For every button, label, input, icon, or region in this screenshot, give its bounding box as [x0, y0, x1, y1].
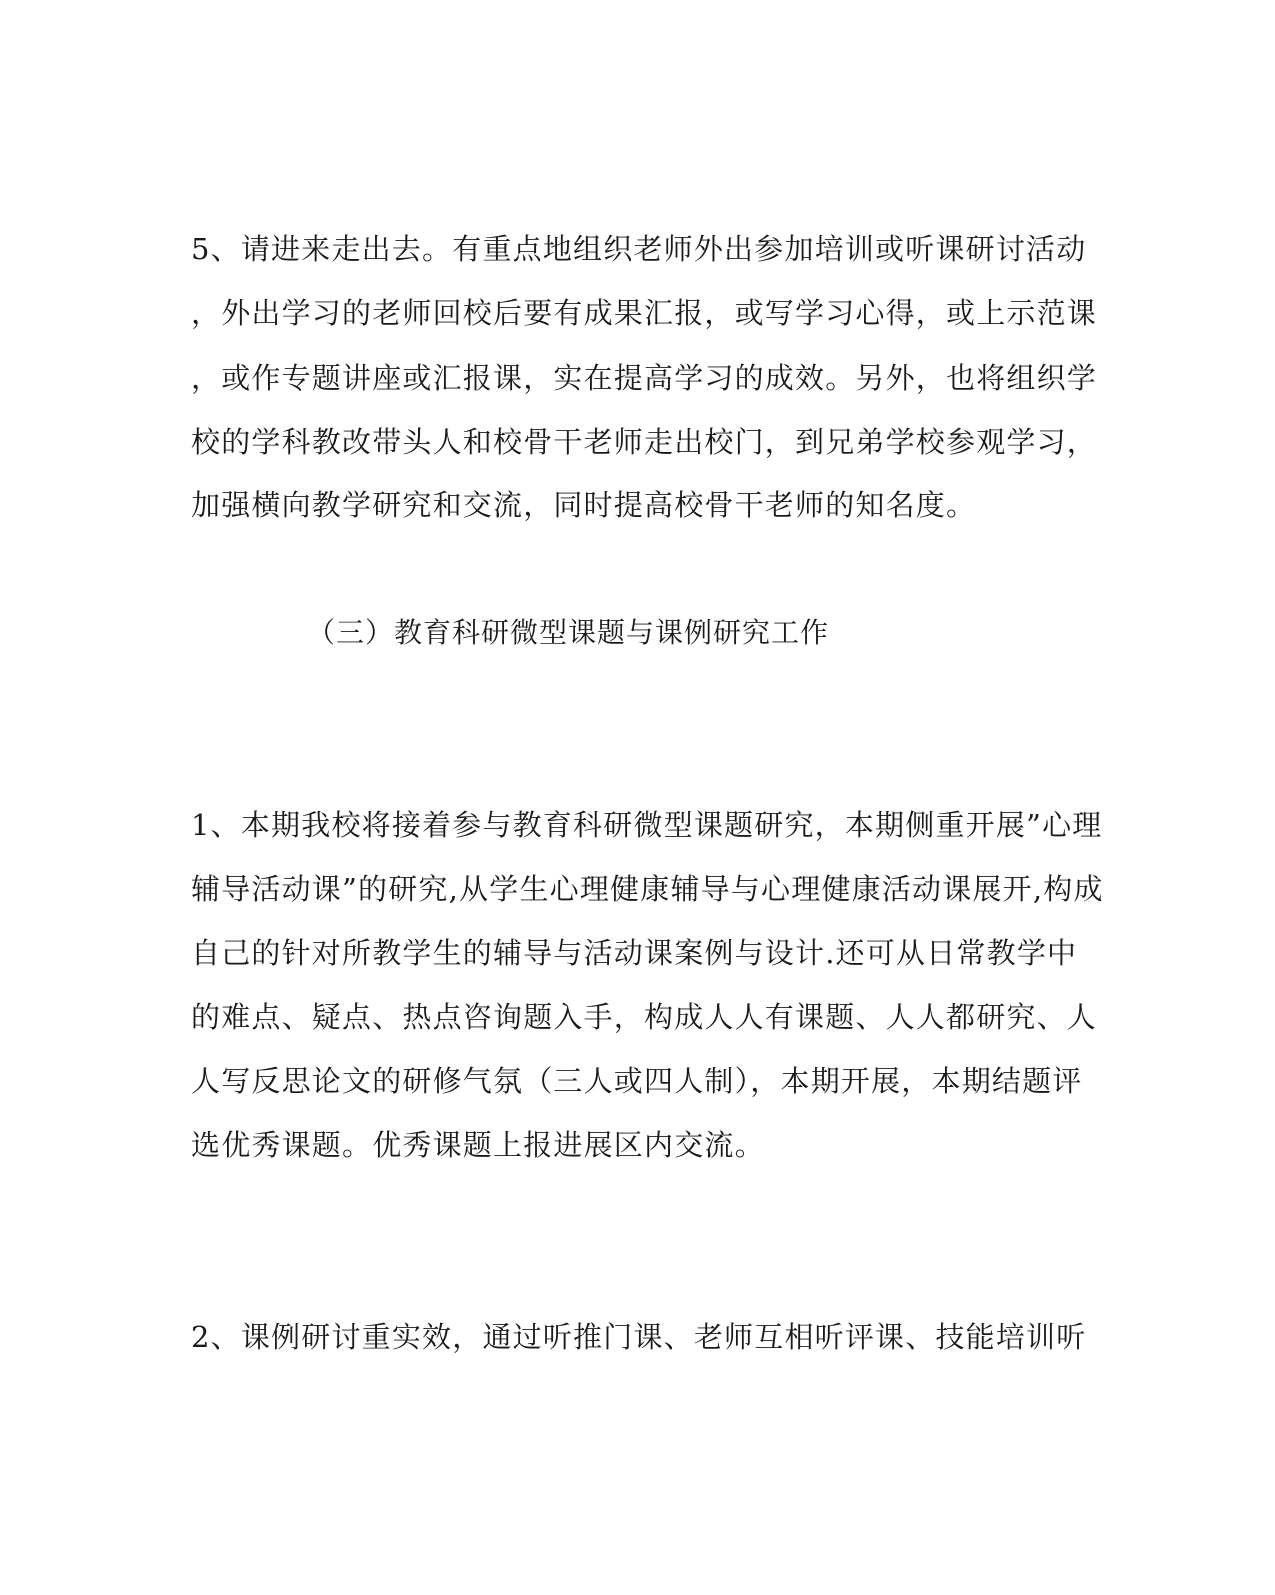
paragraph-line: ，外出学习的老师回校后要有成果汇报，或写学习心得，或上示范课	[191, 296, 1098, 330]
paragraph-line: 辅导活动课”的研究,从学生心理健康辅导与心理健康活动课展开,构成	[191, 872, 1104, 906]
paragraph-line: 自己的针对所教学生的辅导与活动课案例与设计.还可从日常教学中	[191, 936, 1078, 970]
paragraph-line: 加强横向教学研究和交流，同时提高校骨干老师的知名度。	[191, 488, 977, 522]
paragraph-line: ，或作专题讲座或汇报课，实在提高学习的成效。另外，也将组织学	[191, 361, 1098, 395]
paragraph-line: 2、课例研讨重实效，通过听推门课、老师互相听评课、技能培训听	[191, 1320, 1087, 1354]
paragraph-line: 校的学科教改带头人和校骨干老师走出校门，到兄弟学校参观学习，	[191, 425, 1098, 459]
paragraph-line: 1、本期我校将接着参与教育科研微型课题研究，本期侧重开展”心理	[191, 808, 1103, 842]
paragraph-line: 人写反思论文的研修气氛（三人或四人制），本期开展，本期结题评	[191, 1064, 1083, 1098]
paragraph-line: 的难点、疑点、热点咨询题入手，构成人人有课题、人人都研究、人	[191, 1000, 1098, 1034]
paragraph-line: 5、请进来走出去。有重点地组织老师外出参加培训或听课研讨活动	[191, 232, 1087, 266]
paragraph-line: 选优秀课题。优秀课题上报进展区内交流。	[191, 1128, 765, 1162]
section-heading: （三）教育科研微型课题与课例研究工作	[307, 616, 830, 649]
